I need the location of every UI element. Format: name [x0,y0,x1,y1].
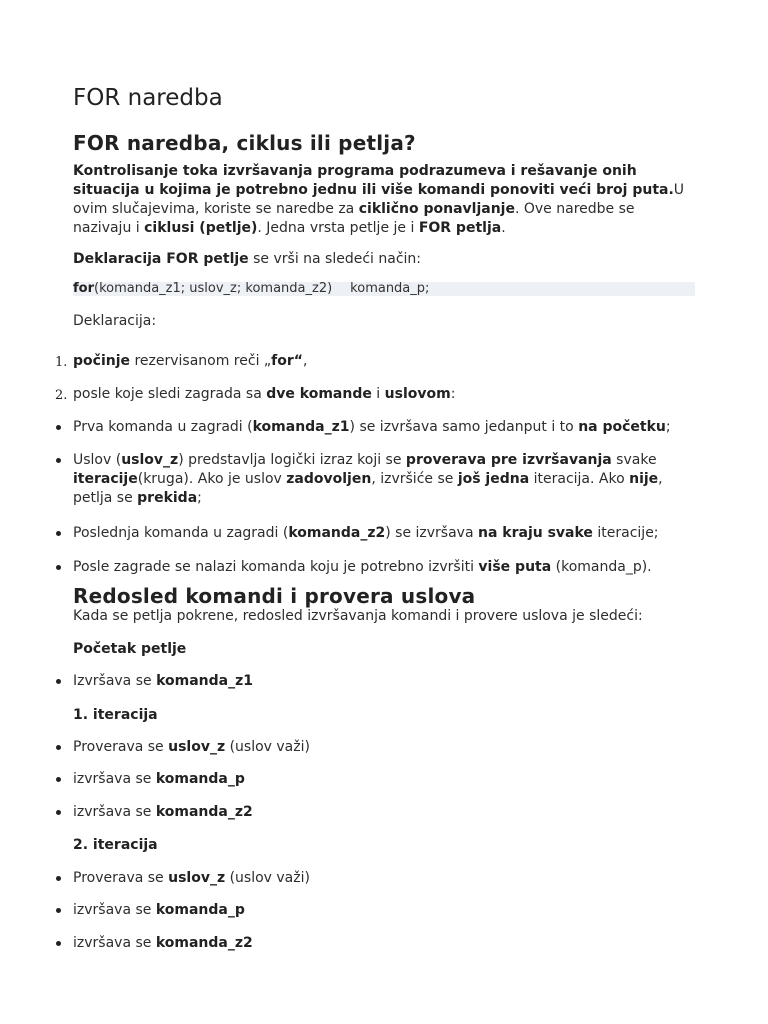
item-bold: uslov_z [168,739,226,755]
bullet-item [73,934,698,953]
intro-text: . [501,220,506,236]
item-bold: dve komande [266,386,372,402]
item-bold: komanda_z2 [155,804,253,820]
item-text: rezervisanom reči „ [130,353,272,369]
declaration-paragraph [73,250,698,269]
item-bold: počinje [73,353,130,369]
bullet-icon [56,531,61,536]
bullet-icon [56,745,61,750]
intro-bold-text: Kontrolisanje toka izvršavanja programa podrazumeva i rešavanje onih situacija u kojima je potrebno jednu ili više komandi ponoviti veći broj puta. [73,163,674,198]
ordered-item-2 [73,385,698,404]
item-bold: komanda_z1 [156,673,253,689]
item-text: ) se izvršava samo jedanput i to [349,419,579,435]
intro-text: . Jedna vrsta petlje je i [257,220,419,236]
item-bold: prekida [137,490,198,506]
intro-text: U ovim slučajevima, koriste se naredbe za [73,182,685,217]
declaration-bold-text: Deklaracija FOR petlje [73,251,249,267]
item-bold: komanda_p [155,902,245,918]
item-text: , izvršiće se [371,471,458,487]
code-args: (komanda_z1; uslov_z; komanda_z2) [94,281,333,296]
item-bold: 2. iteracija [73,837,158,853]
item-bold: na kraju svake [478,525,593,541]
bullet-item [73,770,698,789]
loop-start-label [73,640,698,659]
intro-bold-text: ciklusi (petlje) [144,220,258,236]
item-text: i [371,386,385,402]
item-bold: for“ [271,353,303,369]
item-bold: 1. iteracija [73,707,158,723]
declaration-label: Deklaracija: [73,313,157,329]
item-bold: zadovoljen [286,471,372,487]
item-bold: proverava pre izvršavanja [405,452,612,468]
bullet-icon [56,777,61,782]
declaration-text: se vrši na sledeći način: [248,251,422,267]
bullet-item [73,869,698,888]
item-bold: komanda_z2 [155,935,253,951]
iteration-2-label [73,836,698,855]
item-bold: iteracije [73,471,138,487]
item-text: Poslednja komanda u zagradi ( [73,525,289,541]
code-block [73,282,695,296]
item-bold: uslov_z [121,452,179,468]
item-text: iteracija. Ako [529,471,630,487]
iteration-1-label [73,706,698,725]
section-heading-order: Redosled komandi i provera uslova [73,584,476,608]
bullet-item [73,803,698,822]
item-text: (kruga). Ako je uslov [137,471,287,487]
bullet-item [73,558,698,577]
bullet-icon [56,425,61,430]
ordered-item-1 [73,352,698,371]
item-text: Proverava se [73,870,169,886]
item-text: posle koje sledi zagrada sa [73,386,267,402]
intro-bold-text: FOR petlja [418,220,502,236]
bullet-icon [56,941,61,946]
code-body: komanda_p; [350,281,430,296]
bullet-icon [56,458,61,463]
list-number: 2. [55,388,68,403]
page-title: FOR naredba [73,85,223,111]
item-text: , petlja se [73,471,663,506]
item-text: izvršava se [73,804,156,820]
item-text: ; [197,490,202,506]
item-text: svake [611,452,657,468]
bullet-icon [56,876,61,881]
intro-paragraph [73,162,693,238]
code-keyword: for [73,281,94,296]
bullet-icon [56,908,61,913]
item-text: : [450,386,456,402]
item-text: Posle zagrade se nalazi komanda koju je potrebno izvršiti [73,559,479,575]
item-text: (uslov važi) [225,739,310,755]
item-bold: uslov_z [168,870,226,886]
item-bold: komanda_z1 [252,419,350,435]
item-text: Uslov ( [73,452,122,468]
item-bold: Početak petlje [73,641,187,657]
intro-bold-text: ciklično ponavljanje [358,201,515,217]
item-text: izvršava se [73,935,156,951]
list-number: 1. [55,355,68,370]
item-bold: uslovom [384,386,451,402]
bullet-item [73,451,693,508]
bullet-icon [56,679,61,684]
item-bold: na početku [578,419,666,435]
section2-intro: Kada se petlja pokrene, redosled izvršavanja komandi i provere uslova je sledeći: [73,608,643,624]
item-text: (komanda_p). [551,559,652,575]
section-heading-for-loop: FOR naredba, ciklus ili petlja? [73,131,416,155]
bullet-item [73,901,698,920]
item-text: iteracije; [592,525,659,541]
intro-text: . Ove naredbe se nazivaju i [73,201,635,236]
item-bold: još jedna [457,471,530,487]
item-text: Prva komanda u zagradi ( [73,419,253,435]
item-bold: više puta [478,559,552,575]
bullet-item [73,738,698,757]
item-text: , [302,353,308,369]
bullet-item [73,672,698,691]
item-text: (uslov važi) [225,870,310,886]
bullet-icon [56,565,61,570]
item-text: izvršava se [73,771,156,787]
item-text: Proverava se [73,739,169,755]
bullet-item [73,418,698,437]
item-text: ; [665,419,671,435]
item-text: ) predstavlja logički izraz koji se [178,452,406,468]
item-text: Izvršava se [73,673,157,689]
bullet-icon [56,810,61,815]
item-text: ) se izvršava [385,525,478,541]
item-bold: komanda_p [155,771,245,787]
item-bold: komanda_z2 [288,525,386,541]
bullet-item [73,524,698,543]
item-bold: nije [629,471,659,487]
item-text: izvršava se [73,902,156,918]
